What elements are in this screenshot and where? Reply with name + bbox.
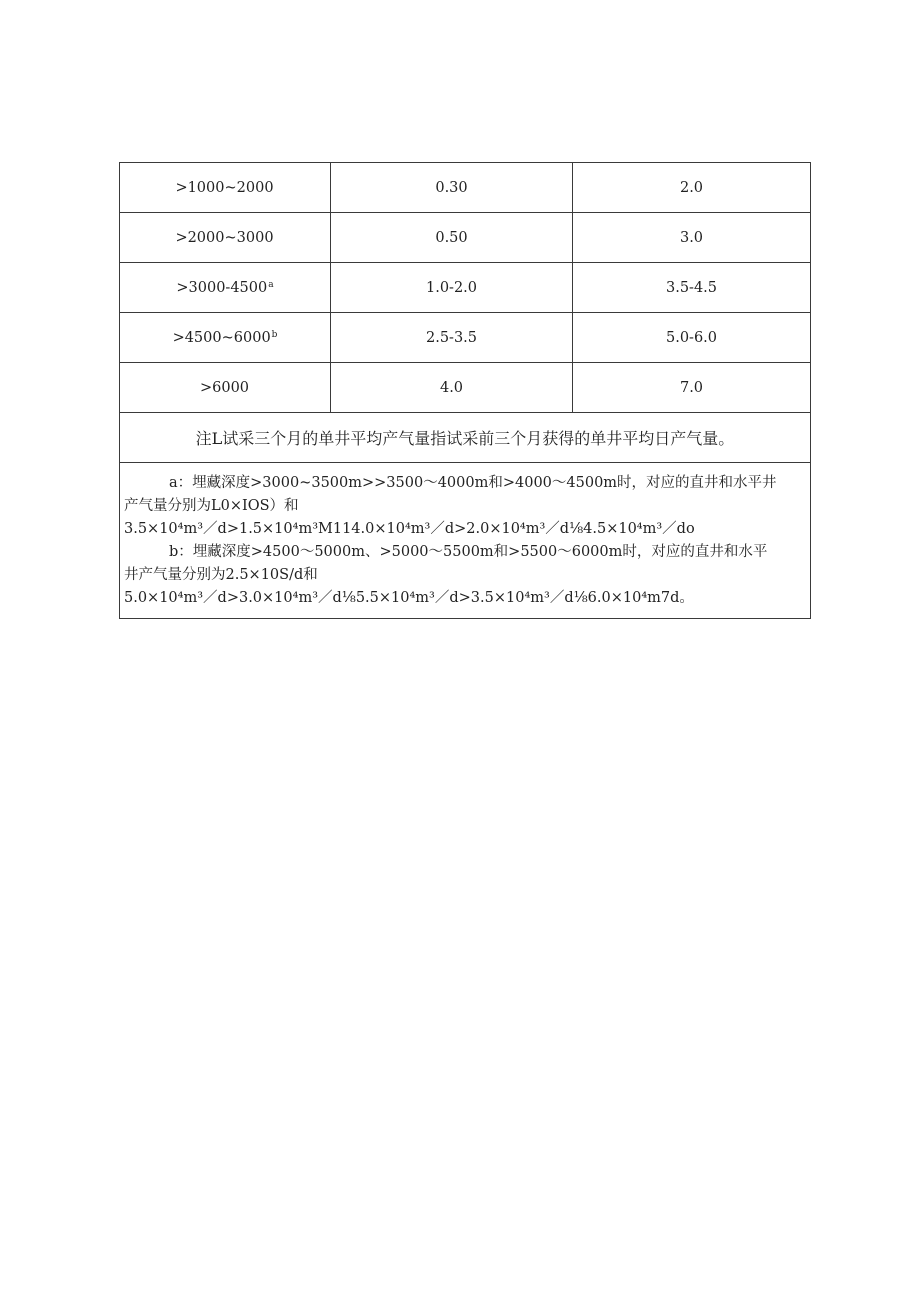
depth-cell: $>4500\sim 6000^b$ <box>120 313 331 363</box>
vertical-well-cell: 2.5-3.5 <box>331 313 573 363</box>
table-row <box>120 263 811 313</box>
table-note: 注L试采三个月的单井平均产气量指试采前三个月获得的单井平均日产气量。 <box>120 413 811 463</box>
vertical-well-cell: 0.30 <box>331 163 573 213</box>
depth-cell: $>3000-4500^a$ <box>120 263 331 313</box>
depth-cell: >6000 <box>120 363 331 413</box>
table-row <box>120 213 811 263</box>
horizontal-well-cell: 5.0-6.0 <box>573 313 811 363</box>
horizontal-well-cell: 7.0 <box>573 363 811 413</box>
table-row <box>120 363 811 413</box>
table-row <box>120 313 811 363</box>
footnotes-row <box>120 463 811 619</box>
footnote-a-line3: 3.5×10⁴m³／d>1.5×10⁴m³M114.0×10⁴m³／d>2.0×10⁴m³／d⅛4.5×10⁴m³／do <box>124 521 695 537</box>
depth-cell: >2000~3000 <box>120 213 331 263</box>
footnote-b-line3: 5.0×10⁴m³／d>3.0×10⁴m³／d⅛5.5×10⁴m³／d>3.5×10⁴m³／d⅛6.0×10⁴m7d。 <box>124 590 694 606</box>
gas-production-table <box>119 162 811 619</box>
horizontal-well-cell: 3.0 <box>573 213 811 263</box>
footnote-b-line1: b：埋藏深度>4500～5000m、>5000～5500m和>5500～6000m时，对应的直井和水平 <box>169 544 768 560</box>
footnote-b-line2: 井产气量分别为2.5×10S/d和 <box>124 567 318 583</box>
vertical-well-cell: 1.0-2.0 <box>331 263 573 313</box>
vertical-well-cell: 0.50 <box>331 213 573 263</box>
table-note-row <box>120 413 811 463</box>
horizontal-well-cell: 2.0 <box>573 163 811 213</box>
vertical-well-cell: 4.0 <box>331 363 573 413</box>
footnote-a-line1: a：埋藏深度>3000~3500m>>3500～4000m和>4000～4500m时，对应的直井和水平井 <box>169 475 777 491</box>
depth-cell: >1000~2000 <box>120 163 331 213</box>
footnotes-cell <box>120 463 811 619</box>
horizontal-well-cell: 3.5-4.5 <box>573 263 811 313</box>
table-row <box>120 163 811 213</box>
footnote-a-line2: 产气量分别为L0×IOS）和 <box>124 498 299 514</box>
